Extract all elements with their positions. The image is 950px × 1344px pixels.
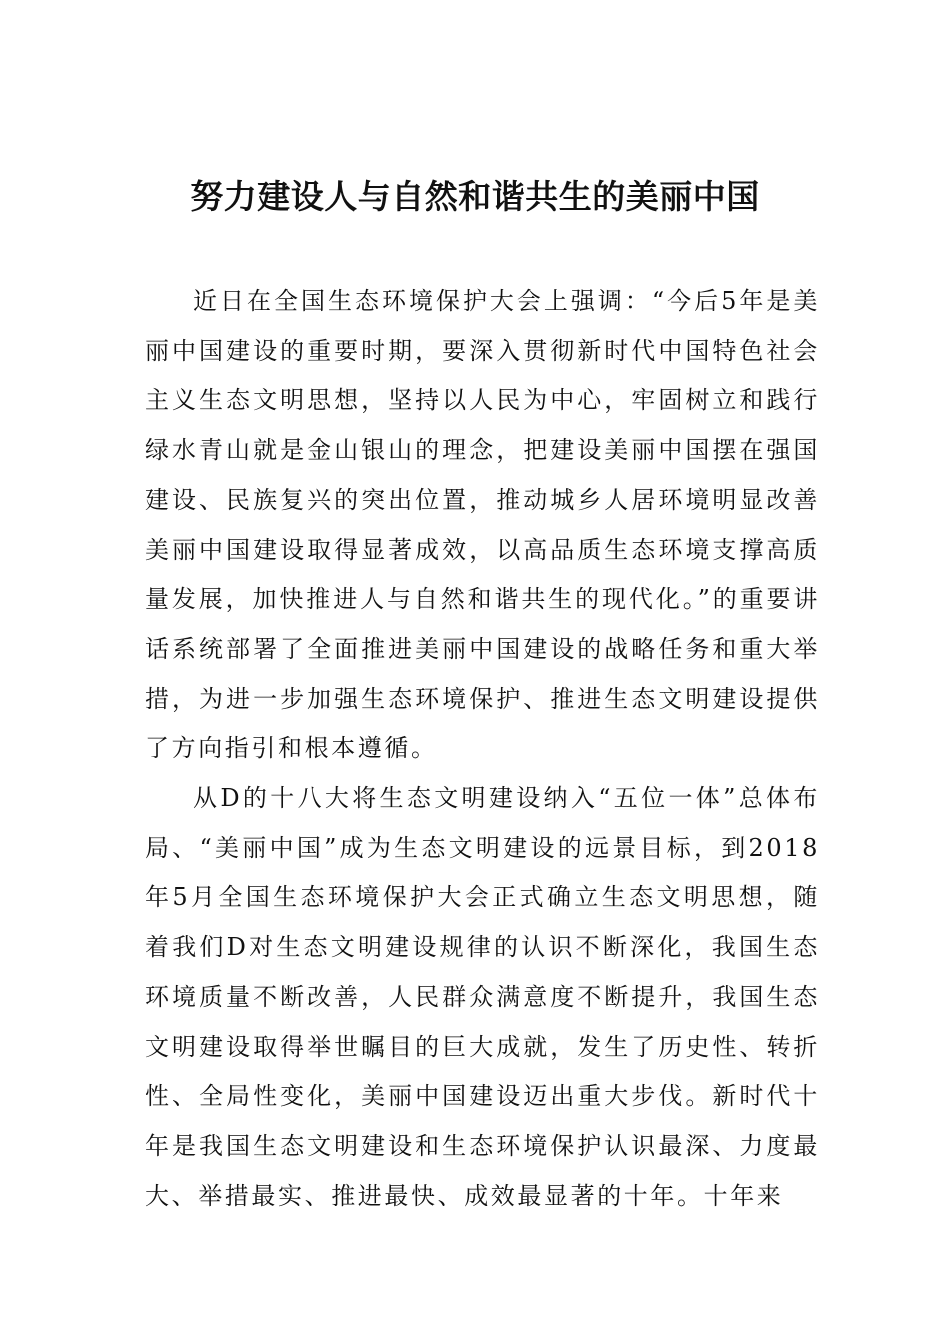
paragraph-2: 从D的十八大将生态文明建设纳入“五位一体”总体布局、“美丽中国”成为生态文明建设的远景目标，到2018年5月全国生态环境保护大会正式确立生态文明思想，随着我们D对生态文明建设规律的认识不断深化，我国生态环境质量不断改善，人民群众满意度不断提升，我国生态文明建设取得举世瞩目的巨大成就，发生了历史性、转折性、全局性变化，美丽中国建设迈出重大步伐。新时代十年是我国生态文明建设和生态环境保护认识最深、力度最大、举措最实、推进最快、成效最显著的十年。十年来 [145,784,820,1210]
document-body [145,277,820,1221]
document-title: 努力建设人与自然和谐共生的美丽中国 [190,177,760,216]
paragraph-1: 近日在全国生态环境保护大会上强调：“今后5年是美丽中国建设的重要时期，要深入贯彻新时代中国特色社会主义生态文明思想，坚持以人民为中心，牢固树立和践行绿水青山就是金山银山的理念，把建设美丽中国摆在强国建设、民族复兴的突出位置，推动城乡人居环境明显改善美丽中国建设取得显著成效，以高品质生态环境支撑高质量发展，加快推进人与自然和谐共生的现代化。”的重要讲话系统部署了全面推进美丽中国建设的战略任务和重大举措，为进一步加强生态环境保护、推进生态文明建设提供了方向指引和根本遵循。 [145,287,820,763]
